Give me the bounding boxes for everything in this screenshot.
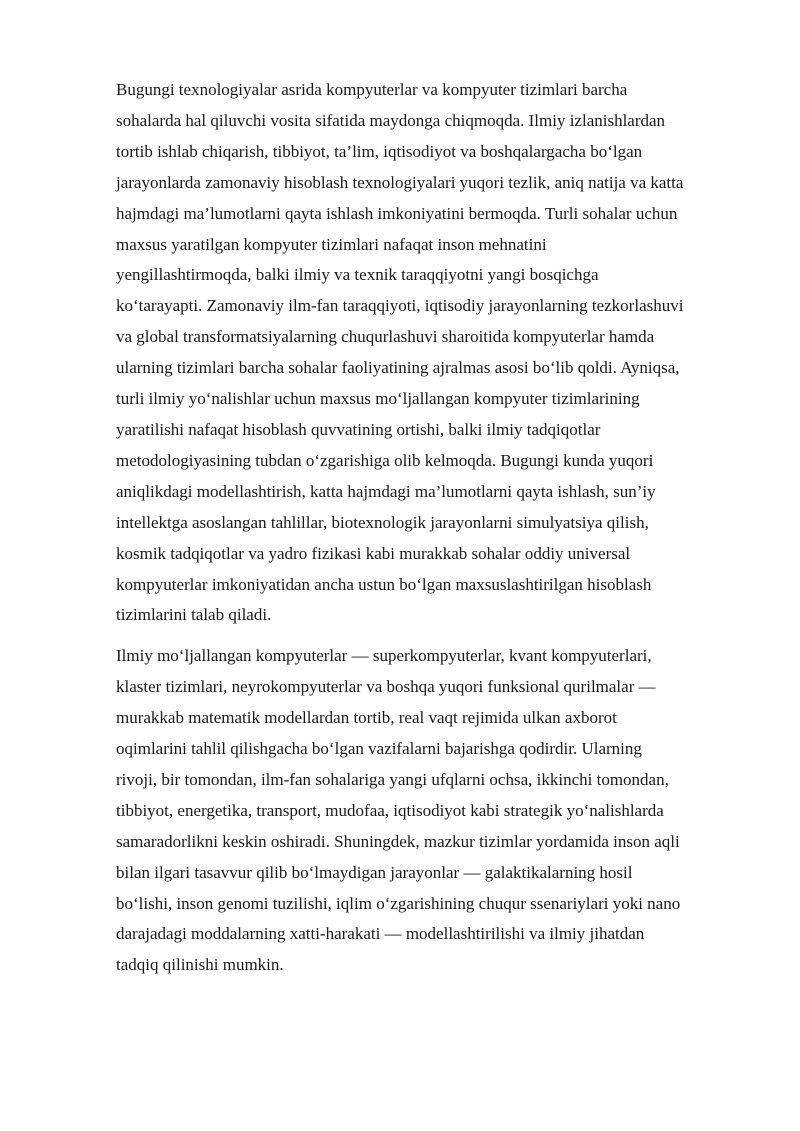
text-line: bilan ilgari tasavvur qilib bo‘lmaydigan jarayonlar — galaktikalarning hosil [116,862,633,882]
paragraph-2 [116,641,756,981]
text-line: turli ilmiy yo‘nalishlar uchun maxsus mo‘ljallangan kompyuter tizimlarining [116,389,640,409]
text-line: hajmdagi ma’lumotlarni qayta ishlash imkoniyatini bermoqda. Turli sohalar uchun [116,203,678,223]
text-line: yengillashtirmoqda, balki ilmiy va texnik taraqqiyotni yangi bosqichga [116,265,599,285]
text-line: intellektga asoslangan tahlillar, biotexnologik jarayonlarni simulyatsiya qilish, [116,512,649,532]
text-line: aniqlikdagi modellashtirish, katta hajmdagi ma’lumotlarni qayta ishlash, sun’iy [116,481,656,501]
text-line: sohalarda hal qiluvchi vosita sifatida maydonga chiqmoqda. Ilmiy izlanishlardan [116,110,666,130]
text-line: tadqiq qilinishi mumkin. [116,955,284,975]
text-line: rivoji, bir tomondan, ilm-fan sohalariga yangi ufqlarni ochsa, ikkinchi tomondan, [116,769,669,789]
text-line: Ilmiy mo‘ljallangan kompyuterlar — superkompyuterlar, kvant kompyuterlari, [116,646,652,666]
text-line: metodologiyasining tubdan o‘zgarishiga olib kelmoqda. Bugungi kunda yuqori [116,450,654,470]
text-line: maxsus yaratilgan kompyuter tizimlari nafaqat inson mehnatini [116,234,547,254]
text-line: kosmik tadqiqotlar va yadro fizikasi kabi murakkab sohalar oddiy universal [116,543,631,563]
text-line: yaratilishi nafaqat hisoblash quvvatining ortishi, balki ilmiy tadqiqotlar [116,419,601,439]
text-line: tortib ishlab chiqarish, tibbiyot, ta’lim, iqtisodiyot va boshqalargacha bo‘lgan [116,141,643,161]
text-line: jarayonlarda zamonaviy hisoblash texnologiyalari yuqori tezlik, aniq natija va katta [116,172,684,192]
text-line: klaster tizimlari, neyrokompyuterlar va boshqa yuqori funksional qurilmalar — [116,677,656,697]
text-line: darajadagi moddalarning xatti-harakati — modellashtirilishi va ilmiy jihatdan [116,924,645,944]
text-line: va global transformatsiyalarning chuqurlashuvi sharoitida kompyuterlar hamda [116,327,655,347]
text-line: murakkab matematik modellardan tortib, real vaqt rejimida ulkan axborot [116,708,617,728]
text-line: ko‘tarayapti. Zamonaviy ilm-fan taraqqiyoti, iqtisodiy jarayonlarning tezkorlashuvi [116,296,684,316]
text-line: tibbiyot, energetika, transport, mudofaa, iqtisodiyot kabi strategik yo‘nalishlarda [116,800,664,820]
text-line: kompyuterlar imkoniyatidan ancha ustun bo‘lgan maxsuslashtirilgan hisoblash [116,574,652,594]
text-line: ularning tizimlari barcha sohalar faoliyatining ajralmas asosi bo‘lib qoldi. Ayniqsa, [116,358,680,378]
paragraph-1 [116,75,756,631]
text-line: tizimlarini talab qiladi. [116,605,272,625]
text-line: oqimlarini tahlil qilishgacha bo‘lgan vazifalarni bajarishga qodirdir. Ularning [116,739,642,759]
text-line: samaradorlikni keskin oshiradi. Shuningdek, mazkur tizimlar yordamida inson aqli [116,831,680,851]
document-body [116,75,756,981]
text-line: bo‘lishi, inson genomi tuzilishi, iqlim o‘zgarishining chuqur ssenariylari yoki nano [116,893,681,913]
text-line: Bugungi texnologiyalar asrida kompyuterlar va kompyuter tizimlari barcha [116,80,628,99]
